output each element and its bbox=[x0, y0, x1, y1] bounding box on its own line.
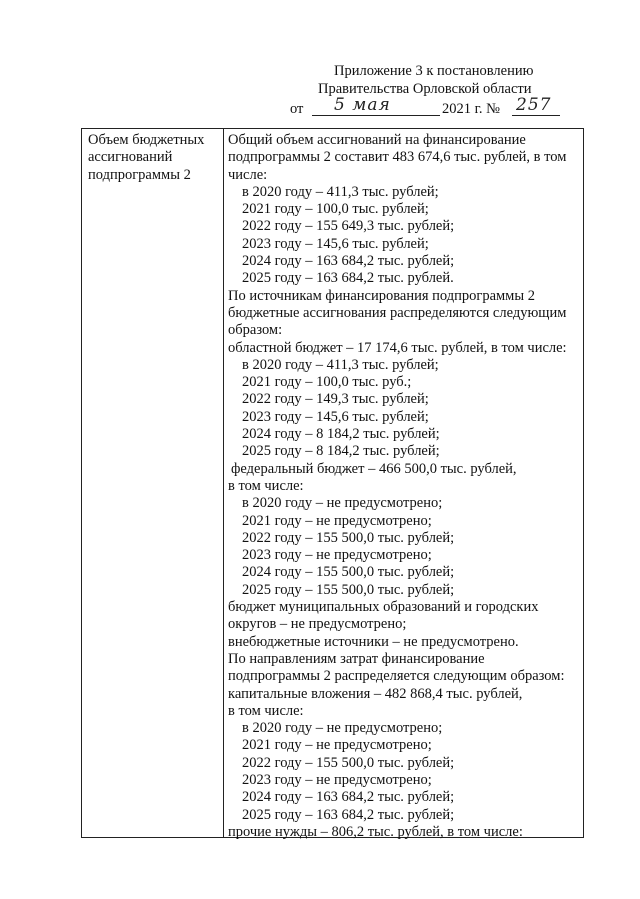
handwritten-number: 257 bbox=[516, 95, 552, 115]
text-line: 2025 году – 163 684,2 тыс. рублей; bbox=[242, 806, 455, 823]
text-line: 2022 году – 155 649,3 тыс. рублей; bbox=[242, 218, 455, 235]
text-line: 2023 году – не предусмотрено; bbox=[242, 771, 432, 788]
left-cell-label: Объем бюджетных ассигнований подпрограммы 2 bbox=[88, 132, 205, 183]
text-line: 2024 году – 8 184,2 тыс. рублей; bbox=[242, 426, 440, 443]
year-and-number-label: 2021 г. № bbox=[442, 101, 501, 117]
budget-table bbox=[81, 128, 584, 838]
text-line: 2024 году – 163 684,2 тыс. рублей; bbox=[242, 253, 455, 270]
text-line: бюджетные ассигнования распределяются следующим bbox=[228, 304, 567, 321]
text-line: 2025 году – 155 500,0 тыс. рублей; bbox=[242, 581, 455, 598]
date-underline bbox=[312, 115, 440, 116]
text-line: 2023 году – 145,6 тыс. рублей; bbox=[242, 235, 429, 252]
government-name: Правительства Орловской области bbox=[318, 81, 532, 97]
text-line: прочие нужды – 806,2 тыс. рублей, в том числе: bbox=[228, 823, 523, 840]
text-line: 2024 году – 155 500,0 тыс. рублей; bbox=[242, 564, 455, 581]
text-line: подпрограммы 2 распределяется следующим образом: bbox=[228, 668, 565, 685]
text-line: 2021 году – не предусмотрено; bbox=[242, 512, 432, 529]
text-line: подпрограммы 2 составит 483 674,6 тыс. рублей, в том bbox=[228, 149, 567, 166]
text-line: округов – не предусмотрено; bbox=[228, 616, 407, 633]
text-line: 2024 году – 163 684,2 тыс. рублей; bbox=[242, 789, 455, 806]
text-line: 2021 году – 100,0 тыс. руб.; bbox=[242, 374, 412, 391]
appendix-title: Приложение 3 к постановлению bbox=[334, 63, 534, 79]
text-line: капитальные вложения – 482 868,4 тыс. рублей, bbox=[228, 685, 523, 702]
text-line: областной бюджет – 17 174,6 тыс. рублей, в том числе: bbox=[228, 339, 567, 356]
text-line: 2021 году – 100,0 тыс. рублей; bbox=[242, 201, 429, 218]
text-line: 2022 году – 155 500,0 тыс. рублей; bbox=[242, 529, 455, 546]
text-line: в том числе: bbox=[228, 477, 304, 494]
text-line: внебюджетные источники – не предусмотрено. bbox=[228, 633, 519, 650]
right-cell-content bbox=[228, 132, 580, 841]
text-line: в 2020 году – 411,3 тыс. рублей; bbox=[242, 356, 439, 373]
document-header bbox=[290, 62, 580, 120]
text-line: 2023 году – не предусмотрено; bbox=[242, 547, 432, 564]
text-line: 2025 году – 163 684,2 тыс. рублей. bbox=[242, 270, 454, 287]
text-line: в том числе: bbox=[228, 702, 304, 719]
text-line: в 2020 году – не предусмотрено; bbox=[242, 495, 443, 512]
date-prefix: от bbox=[290, 101, 304, 117]
text-line: 2022 году – 155 500,0 тыс. рублей; bbox=[242, 754, 455, 771]
text-line: в 2020 году – не предусмотрено; bbox=[242, 720, 443, 737]
text-line: По направлениям затрат финансирование bbox=[228, 650, 485, 667]
text-line: в 2020 году – 411,3 тыс. рублей; bbox=[242, 183, 439, 200]
text-line: 2025 году – 8 184,2 тыс. рублей; bbox=[242, 443, 440, 460]
number-underline bbox=[512, 115, 560, 116]
text-line: числе: bbox=[228, 166, 268, 183]
text-line: федеральный бюджет – 466 500,0 тыс. рублей, bbox=[231, 460, 517, 477]
column-divider bbox=[223, 129, 224, 837]
text-line: 2021 году – не предусмотрено; bbox=[242, 737, 432, 754]
text-line: Общий объем ассигнований на финансирование bbox=[228, 132, 526, 148]
handwritten-date: 5 мая bbox=[334, 95, 391, 115]
text-line: По источникам финансирования подпрограммы 2 bbox=[228, 287, 535, 304]
text-line: бюджет муниципальных образований и городских bbox=[228, 599, 539, 616]
resolution-date-line bbox=[290, 95, 580, 120]
text-line: образом: bbox=[228, 322, 283, 339]
text-line: 2023 году – 145,6 тыс. рублей; bbox=[242, 408, 429, 425]
text-line: 2022 году – 149,3 тыс. рублей; bbox=[242, 391, 429, 408]
